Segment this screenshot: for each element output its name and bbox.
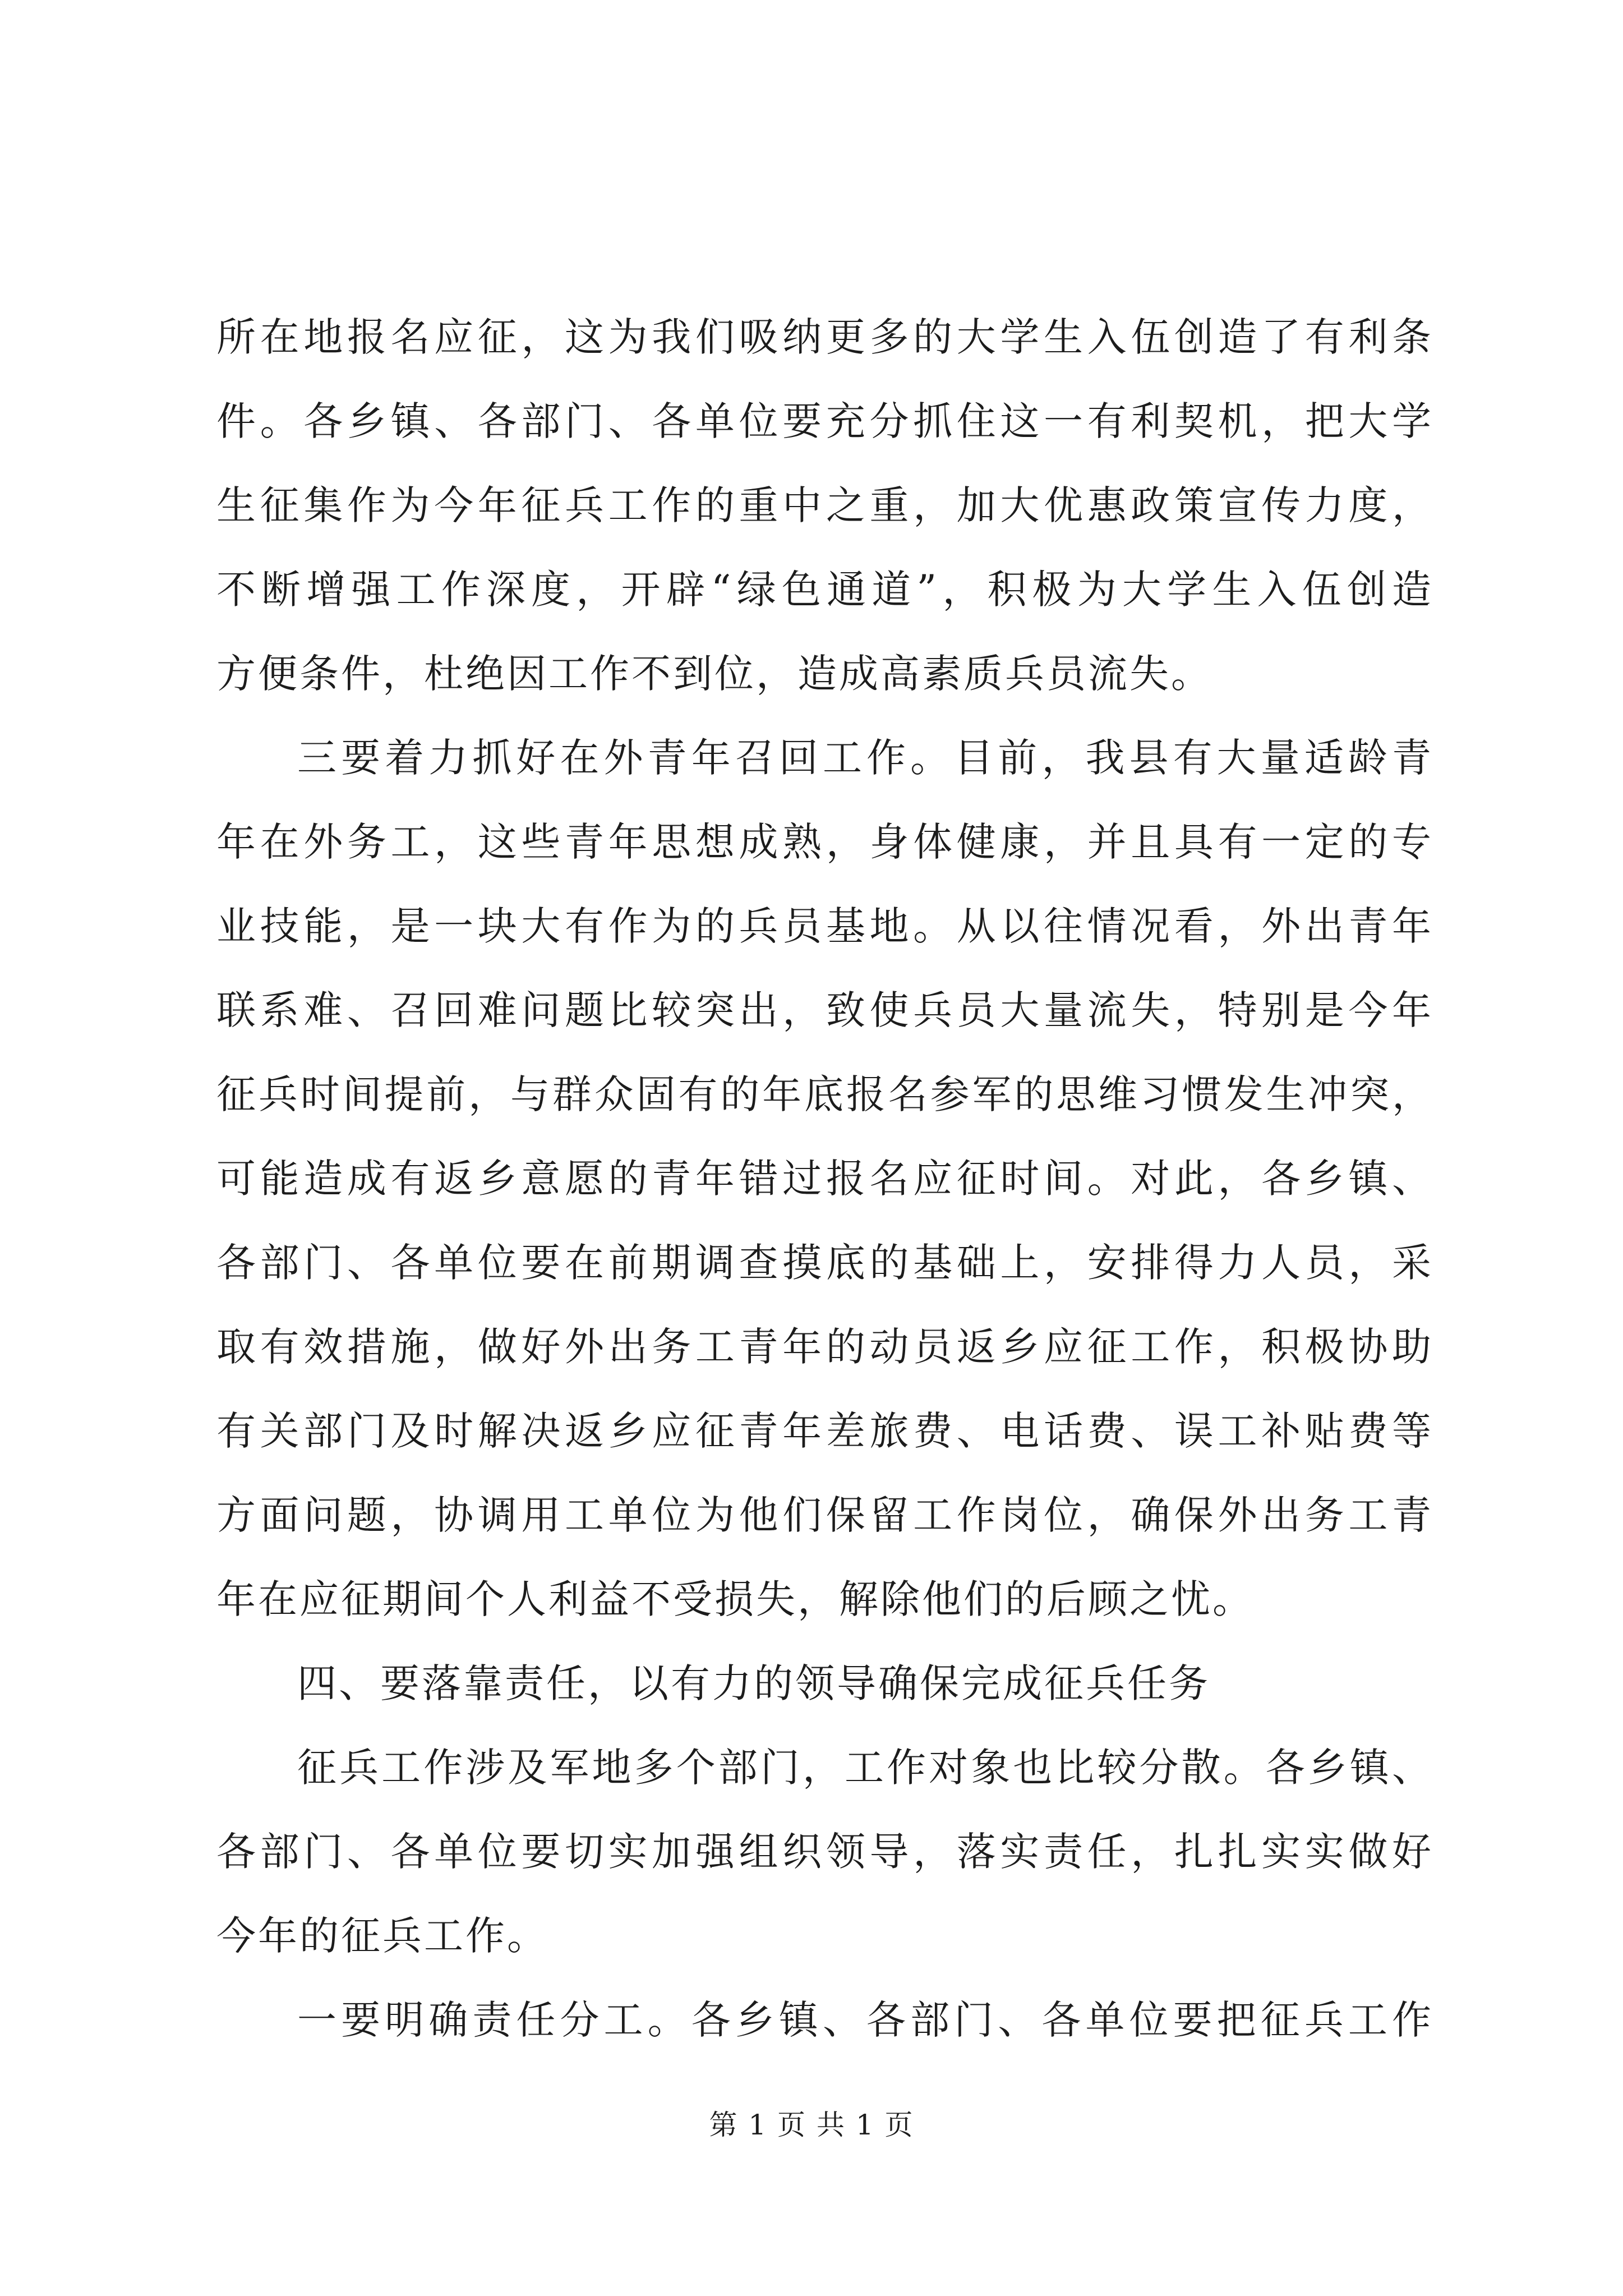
text-line: 一要明确责任分工。各乡镇、各部门、各单位要把征兵工作 — [297, 1997, 1433, 2043]
text-line: 不断增强工作深度，开辟“绿色通道”，积极为大学生入伍创造 — [216, 567, 1433, 613]
text-line: 生征集作为今年征兵工作的重中之重，加大优惠政策宣传力度， — [216, 482, 1433, 528]
text-line: 征兵时间提前，与群众固有的年底报名参军的思维习惯发生冲突， — [216, 1071, 1433, 1117]
text-line: 取有效措施，做好外出务工青年的动员返乡应征工作，积极协助 — [216, 1324, 1433, 1370]
page-footer: 第 1 页 共 1 页 — [709, 2109, 914, 2141]
text-line: 业技能，是一块大有作为的兵员基地。从以往情况看，外出青年 — [216, 903, 1433, 949]
text-line: 可能造成有返乡意愿的青年错过报名应征时间。对此，各乡镇、 — [216, 1156, 1433, 1202]
text-line: 联系难、召回难问题比较突出，致使兵员大量流失，特别是今年 — [216, 987, 1433, 1033]
text-line: 方面问题，协调用工单位为他们保留工作岗位，确保外出务工青 — [216, 1492, 1433, 1538]
text-line: 年在外务工，这些青年思想成熟，身体健康，并且具有一定的专 — [216, 819, 1433, 865]
section-heading: 四、要落靠责任，以有力的领导确保完成征兵任务 — [297, 1660, 1210, 1706]
text-line: 所在地报名应征，这为我们吸纳更多的大学生入伍创造了有利条 — [216, 314, 1433, 360]
text-line: 征兵工作涉及军地多个部门，工作对象也比较分散。各乡镇、 — [297, 1745, 1433, 1791]
text-line: 今年的征兵工作。 — [216, 1913, 548, 1959]
text-line: 各部门、各单位要在前期调查摸底的基础上，安排得力人员，采 — [216, 1240, 1433, 1286]
text-line: 三要着力抓好在外青年召回工作。目前，我县有大量适龄青 — [297, 735, 1433, 781]
text-line: 有关部门及时解决返乡应征青年差旅费、电话费、误工补贴费等 — [216, 1408, 1433, 1454]
text-line: 件。各乡镇、各部门、各单位要充分抓住这一有利契机，把大学 — [216, 398, 1433, 444]
text-line: 方便条件，杜绝因工作不到位，造成高素质兵员流失。 — [216, 651, 1212, 697]
text-line: 年在应征期间个人利益不受损失，解除他们的后顾之忧。 — [216, 1576, 1254, 1622]
body-text — [216, 295, 1433, 2062]
text-line: 各部门、各单位要切实加强组织领导，落实责任，扎扎实实做好 — [216, 1829, 1433, 1875]
